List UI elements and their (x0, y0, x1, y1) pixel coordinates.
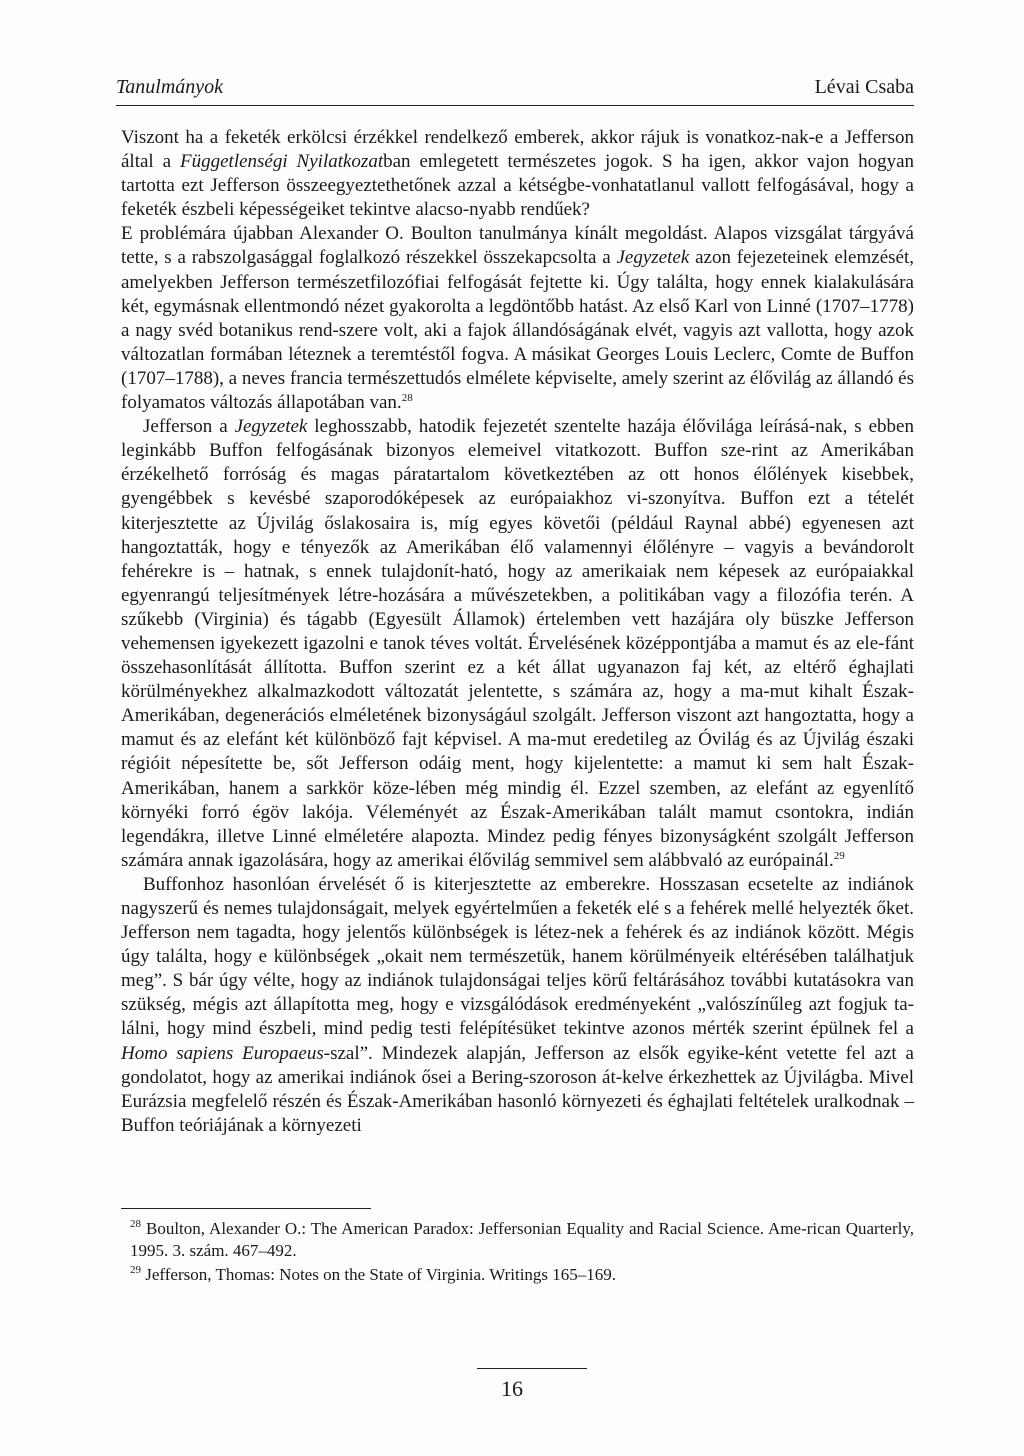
text-run: leghosszabb, hatodik fejezetét szentelte hazája élővilága leírásá-nak, s ebben leginkább Buffon felfogásának bizonyos elemeivel vitatkozott. Buffon sze-rint az Amerikában érzékelhető forróság és magas páratartalom következtében az ott honos élőlények kisebbek, gyengébbek s kevésbé szaporodóképesek az európaiakhoz vi-szonyítva. Buffon ezt a tételét kiterjesztette az Újvilág őslakosaira is, míg egyes követői (például Raynal abbé) egyenesen azt hangoztatták, hogy e tényezők az Amerikában élő valamennyi élőlényre – vagyis a bevándorolt fehérekre is – hatnak, s ennek tulajdonít-ható, hogy az amerikaiak nem képesek az európaiakkal egyenrangú teljesítmények létre-hozására a művészetekben, a politikában vagy a filozófia terén. A szűkebb (Virginia) és tágabb (Egyesült Államok) értelemben vett hazájára oly büszke Jefferson vehemensen igyekezett igazolni e tanok téves voltát. Érvelésének középpontjába a mamut és az ele-fánt összehasonlítását állította. Buffon szerint ez a két állat ugyanazon faj két, az eltérő éghajlati körülményekhez alkalmazkodott változatát jelentette, s számára az, hogy a ma-mut kihalt Észak-Amerikában, degenerációs elméletének bizonyságául szolgált. Jefferson viszont azt hangoztatta, hogy a mamut és az elefánt két különböző fajt képvisel. A ma-mut eredetileg az Óvilág és az Újvilág északi régióit népesítette be, sőt Jefferson odáig ment, hogy kijelentette: a mamut ki sem halt Észak-Amerikában, hanem a sarkkör köze-lében még mindig él. Ezzel szemben, az elefánt az egyenlítő környéki forró égöv lakója. Véleményét az Észak-Amerikában talált mamut csontokra, indián legendákra, illetve Linné elméletére alapozta. Mindez pedig fényes bizonyságként szolgált Jefferson számára annak igazolására, hogy az amerikai élővilág semmivel sem alábbvaló az európainál. (121, 416, 914, 871)
section-title: Tanulmányok (116, 76, 224, 98)
paragraph (121, 126, 914, 222)
text-run: ban emlegetett természetes jogok. S ha igen, akkor vajon hogyan tartotta ezt Jefferson összeegyeztethetőnek azzal a kétségbe-vonhatatlanul vallott felfogásával, hogy a feketék észbeli képességeiket tekintve alacso-nyabb rendűek? (121, 151, 915, 221)
text-run: Viszont ha a feketék erkölcsi érzékkel rendelkező emberek, akkor rájuk is vonatkoz-nak-e a Jefferson által a (121, 127, 914, 173)
text-run: E problémára újabban Alexander O. Boulton tanulmánya kínált megoldást. Alapos vizsgálat tárgyává tette, s a rabszolgasággal foglalkozó részekkel összekapcsolta a (121, 223, 914, 269)
page-number: 16 (501, 1376, 523, 1401)
footnote (130, 1218, 914, 1262)
italic-title: Jegyzetek (616, 247, 690, 269)
page-number-rule (477, 1368, 587, 1369)
paragraph (121, 873, 914, 1138)
footnote-text: Jefferson, Thomas: Notes on the State of Virginia. Writings 165–169. (141, 1265, 617, 1284)
footnote-text: Boulton, Alexander O.: The American Paradox: Jeffersonian Equality and Racial Science. Ame-rican Quarterly, 1995. 3. szám. 467–492. (130, 1219, 914, 1260)
text-run: Jefferson a (143, 416, 235, 438)
footnote (130, 1264, 914, 1286)
footnote-ref: 29 (833, 849, 845, 862)
footnote-ref: 28 (401, 392, 413, 405)
footnote-number: 28 (130, 1218, 141, 1230)
paragraph (121, 415, 914, 873)
text-run: -szal”. Mindezek alapján, Jefferson az elsők egyike-ként vetette fel azt a gondolatot, hogy az amerikai indiánok ősei a Bering-szoroson át-kelve érkezhettek az Újvilágba. Mivel Eurázsia megfelelő részén és Észak-Amerikában hasonló környezeti és éghajlati feltételek uralkodnak – Buffon teóriájának a környezeti (121, 1042, 914, 1136)
footnote-number: 29 (130, 1264, 141, 1276)
italic-title: Függetlenségi Nyilatkozat (180, 151, 384, 173)
text-run: Buffonhoz hasonlóan érvelését ő is kiterjesztette az emberekre. Hosszasan ecsetelte az indiánok nagyszerű és nemes tulajdonságait, melyek egyértelműen a feketék elé s a fehérek mellé helyezték őket. Jefferson nem tagadta, hogy jelentős különbségek is létez-nek a fehérek és az indiánok között. Mégis úgy találta, hogy e különbségek „okait nem természetük, hanem körülményeik eltérésében találhatjuk meg”. S bár úgy vélte, hogy az indiánok tulajdonságai teljes körű feltárásához további kutatásokra van szükség, mégis azt állapította meg, hogy e vizsgálódások eredményeként „valószínűleg azt fogjuk ta-lálni, hogy mind észbeli, mind pedig testi felépítésüket tekintve azonos mérték szerint épülnek fel a (121, 873, 914, 1040)
running-header (116, 76, 914, 106)
italic-title: Jegyzetek (234, 416, 308, 438)
paragraph (121, 222, 914, 415)
footnote-list (130, 1218, 914, 1288)
author-name: Lévai Csaba (814, 76, 914, 98)
italic-title: Homo sapiens Europaeus (121, 1042, 324, 1064)
article-body (121, 126, 914, 1138)
text-run: azon fejezeteinek elemzését, amelyekben Jefferson természetfilozófiai felfogását fejtette ki. Úgy találta, hogy ennek kialakulására két, egymásnak ellentmondó nézet gyakorolta a legdöntőbb hatást. Az első Karl von Linné (1707–1778) a nagy svéd botanikus rend-szere volt, aki a fajok állandóságának elvét, vagyis azt vallotta, hogy azok változatlan formában léteznek a teremtéstől fogva. A másikat Georges Louis Leclerc, Comte de Buffon (1707–1788), a neves francia természettudós elmélete képviselte, amely szerint az élővilág az állandó és folyamatos változás állapotában van. (121, 247, 914, 414)
